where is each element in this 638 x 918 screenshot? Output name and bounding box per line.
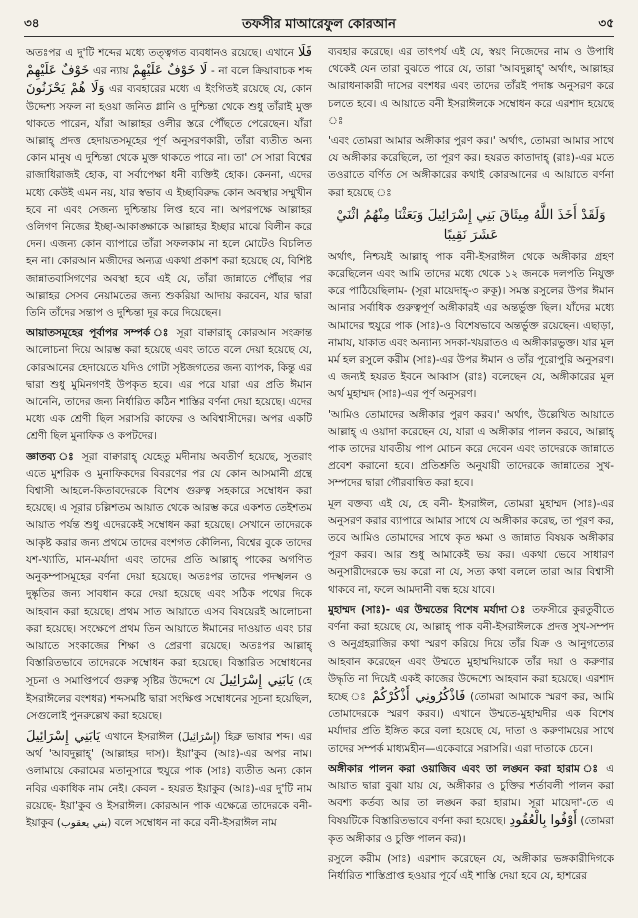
- paragraph: يَابَنِي إِسْرَائِيلَ এখানে ইসরাঈল (إِسْرَائِيلَ) হিব্রু ভাষার শব্দ। এর অর্থ 'আবদুল্লাহ্' (আল্লাহর দাস)। ইয়া'কুব (আঃ)-এর অপর নাম। ওলামায়ে কেরামের মতানুসারে হুযুরে পাক (সাঃ) ব্যতীত অন্য কোন নবির একাধিক নাম নেই। কেবল - হযরত ইয়াকুব (আঃ)-এর দু'টি নাম রয়েছে- ইয়া'কুব ও ইসরাঈল। কোরআন পাক এক্ষেত্রে তাদেরকে বনী-ইয়াকুব (بني يعقوب) বলে সম্বোধন না করে বনী-ইসরাঈল নাম: [26, 728, 312, 829]
- arabic-phrase: وَلَا هُمْ يَحْزَنُونَ: [26, 81, 105, 97]
- section-heading: অঙ্গীকার পালন করা ওয়াজিব এবং তা লঙ্ঘন করা হারাম ঃ: [328, 762, 601, 775]
- arabic-phrase: أَوْفُوا بِالْعُقُودِ: [509, 813, 577, 829]
- page-number-left: ৩৪: [24, 16, 40, 30]
- paragraph: রসুলে করীম (সাঃ) এরশাদ করেছেন যে, অঙ্গীকার ভঙ্গকারীদিগকে নির্ধারিত শাস্তিপ্রাপ্ত হওয়ার পূর্বে এই শাস্তি দেয়া হবে যে, হাশরের: [328, 852, 614, 882]
- arabic-phrase: فَاذْكُرُونِي أَذْكُرْكُمْ: [372, 688, 466, 704]
- page-header: [24, 14, 614, 37]
- arabic-phrase: فَلَا خَوْفٌ عَلَيْهِمْ: [26, 45, 312, 79]
- paragraph: মুহাম্মদ (সাঃ)- এর উম্মতের বিশেষ মর্যাদা ঃ তফসীরে কুরতুবীতে বর্ণনা করা হয়েছে যে, আল্লাহ্ পাক বনী-ইসরাঈলকে প্রদত্ত সুখ-সম্পদ ও অনুগ্রহরাজির কথা স্মরণ করিয়ে দিয়ে তাঁর যিক্র ও আনুগত্যের আহবান করেছেন এবং উম্মতে মুহাম্মদিয়াকে তাঁর দয়া ও করুণার উদ্ধৃতি না দিয়েই একই কাজের উদ্দেশ্যে আহবান করা হয়েছে। এরশাদ হচ্ছে ঃ فَاذْكُرُونِي أَذْكُرْكُمْ (তোমরা আমাকে স্মরণ কর, আমি তোমাদেরকে স্মরণ করব।) এখানে উম্মতে-মুহাম্মদীর এক বিশেষ মর্যাদার প্রতি ইঙ্গিত করে বলা হয়েছে যে, দাতা ও করুণাময়ের সাথে তাদের সম্পর্ক মাধ্যমহীন—একেবারে সরাসরি। এরা দাতাকে চেনে।: [328, 603, 614, 755]
- section-heading: জ্ঞাতব্য ঃ: [26, 450, 77, 463]
- paragraph: মূল বক্তব্য এই যে, হে বনী- ইসরাঈল, তোমরা মুহাম্মদ (সাঃ)-এর অনুসরণ করার ব্যাপারে আমার সাথে যে অঙ্গীকার করেছ, তা পূরণ কর, তবে আমিও তোমাদের সাথে কৃত ক্ষমা ও জান্নাত বিষয়ক অঙ্গীকার পূরণ করব। আর শুধু আমাকেই ভয় কর। একথা ভেবে সাধারণ অনুসারীদেরকে ভয় করো না যে, সত্য কথা বললে তারা আর বিশ্বাসী থাকবে না, ফলে আমদানী বন্ধ হয়ে যাবে।: [328, 497, 614, 596]
- text-columns: [26, 44, 614, 908]
- paragraph: 'এবং তোমরা আমার অঙ্গীকার পুরণ কর।' অর্থাৎ, তোমরা আমার সাথে যে অঙ্গীকার করেছিলে, তা পূরণ কর। হযরত কাতাদাহ্ (রাঃ)-এর মতে তওরাতে বর্ণিত সে অঙ্গীকারের কথাই কোরআনের এ আয়াতে বর্ণনা করা হয়েছে ঃ: [328, 135, 614, 199]
- arabic-phrase: لَا خَوْفٌ عَلَيْهِمْ: [132, 63, 208, 79]
- left-column: [26, 44, 312, 908]
- page-number-right: ৩৫: [598, 16, 614, 30]
- paragraph: অঙ্গীকার পালন করা ওয়াজিব এবং তা লঙ্ঘন করা হারাম ঃ এ আয়াত দ্বারা বুঝা যায় যে, অঙ্গীকার ও চুক্তির শর্তাবলী পালন করা অবশ্য কর্তব্য আর তা লঙ্ঘন করা হারাম। সূরা মায়েদা'-তে এ বিষয়টিকে বিস্তারিতভাবে বর্ণনা করা হয়েছে। أَوْفُوا بِالْعُقُودِ (তোমরা কৃত অঙ্গীকার ও চুক্তি পালন কর)।: [328, 762, 614, 845]
- arabic-phrase: يَابَنِي إِسْرَائِيلَ: [219, 673, 294, 689]
- arabic-phrase: يَابَنِي إِسْرَائِيلَ: [26, 728, 101, 744]
- section-heading: আয়াতসমূহের পূর্বাপর সম্পর্ক ঃ: [26, 327, 171, 340]
- paragraph: 'আমিও তোমাদের অঙ্গীকার পুরণ করব।' অর্থাৎ, উল্লেখিত আয়াতে আল্লাহ্ এ ওয়াদা করেছেন যে, যারা এ অঙ্গীকার পালন করবে, আল্লাহ্ পাক তাদের যাবতীয় পাপ মোচন করে দেবেন এবং তাদেরকে জান্নাতে প্রবেশ করানো হবে। প্রতিশ্রুতি অনুযায়ী তাদেরকে জান্নাতের সুখ-সম্পদের দ্বারা গৌরবান্বিত করা হবে।: [328, 408, 614, 490]
- paragraph: অতঃপর এ দু'টি শব্দের মধ্যে তত্ত্বগত ব্যবধানও রয়েছে। এখানে فَلَا خَوْفٌ عَلَيْهِمْ এর ন্যায় لَا خَوْفٌ عَلَيْهِمْ - না বলে ক্রিয়াবাচক শব্দ وَلَا هُمْ يَحْزَنُونَ এর ব্যবহারের মধ্যে এ ইংগিতই রয়েছে যে, কোন উদ্দেশ্য সফল না হওয়া জনিত গ্লানি ও দুশ্চিন্তা থেকে শুধু তাঁরাই মুক্ত থাকতে পারেন, যাঁরা আল্লাহর ওলীর স্তরে পৌঁছতে পেরেছেন। যাঁরা আল্লাহ্ প্রদত্ত হেদায়তসমূহের পূর্ণ অনুসরণকারী, তাঁরা ব্যতীত অন্য কোন মানুষ এ দুশ্চিন্তা থেকে মুক্ত থাকতে পারে না। তা' সে সারা বিশ্বের রাজাধিরাজই হোক, বা সর্বাপেক্ষা ধনী ব্যক্তিই হোক। কেননা, এদের মধ্যে কেউই এমন নয়, যার স্বভাব এ ইচ্ছাবিরুদ্ধ কোন অবস্থার সম্মুখীন হবে না এবং সেজন্য দুশ্চিন্তায় লিপ্ত হবে না। অপরপক্ষে আল্লাহর ওলিগণ নিজের ইচ্ছা-আকাঙ্ক্ষাকে আল্লাহর ইচ্ছার মাঝে বিলীন করে দেন। এজন্য কোন ব্যাপারে তাঁরা সফলকাম না হলে মোটেও বিচলিত হন না। কোরআন মজীদের অন্যত্র একথা প্রকাশ করা হয়েছে যে, বিশিষ্ট জান্নাতবাসিগণের অবস্থা হবে এই যে, তাঁরা জান্নাতে পৌঁছার পর আল্লাহর সেসব নেয়ামতের জন্য শুকরিয়া আদায় করবেন, যার দ্বারা তিনি তাঁদের সন্তাপ ও দুশ্চিন্তা দূর করে দিয়েছেন।: [26, 45, 312, 320]
- quranic-verse: وَلَقَدْ أَخَذَ اللَّهُ مِيثَاقَ بَنِي إِسْرَائِيلَ وَبَعَثْنَا مِنْهُمُ اثْنَيْ عَشَرَ نَقِيبًا: [336, 206, 606, 243]
- paragraph: অর্থাৎ, নিশ্চয়ই আল্লাহ্ পাক বনী-ইসরাঈল থেকে অঙ্গীকার গ্রহণ করেছিলেন এবং আমি তাদের মধ্যে থেকে ১২ জনকে দলপতি নিযুক্ত করে পাঠিয়েছিলাম- (সূরা মায়েদাহ্-৩ রুকূ)। সমস্ত রসুলের উপর ঈমান আনার সর্বাধিক গুরুত্বপূর্ণ অঙ্গীকারই এর অন্তর্ভুক্ত ছিল। যাঁদের মধ্যে আমাদের হুযুরে পাক (সাঃ)-ও বিশেষভাবে অন্তর্ভুক্ত রয়েছেন। এছাড়া, নামায, যাকাত এবং অন্যান্য সদকা-খয়রাতও এ অঙ্গীকারভুক্ত। যার মূল মর্ম হল রসুলে করীম (সাঃ)-এর উপর ঈমান ও তাঁর পূরোপুরি অনুসরণ। এ জন্যই হযরত ইবনে আব্বাস (রাঃ) বলেছেন যে, অঙ্গীকারের মূল অর্থ মুহাম্মদ (সাঃ)-এর পূর্ণ অনুসরণ।: [328, 250, 614, 401]
- paragraph: জ্ঞাতব্য ঃ সূরা বাক্বারাহ্ যেহেতু মদীনায় অবতীর্ণ হয়েছে, সুতরাং এতে মুশরিক ও মুনাফিকদের বিবরণের পর যে কোন আসমানী গ্রন্থে বিশ্বাসী আহলে-কিতাবদেরকে বিশেষ গুরুত্ব সহকারে সম্বোধন করা হয়েছে। এ সূরার চল্লিশতম আয়াত থেকে আরম্ভ করে একশত তেইশতম আয়াত পর্যন্ত শুধু এদেরকেই সম্বোধন করা হয়েছে। সেখানে তাদেরকে আকৃষ্ট করার জন্য প্রথমে তাদের বংশগত কৌলিন্য, বিশ্বের বুকে তাদের যশ-খ্যাতি, মান-মর্যাদা এবং তাদের প্রতি আল্লাহ্ পাকের অগণিত অনুকম্পাসমূহের বর্ণনা দেয়া হয়েছে। অতঃপর তাদের পদস্খলন ও দুষ্কৃতির জন্য সাবধান করে দেয়া হয়েছে এবং সঠিক পথের দিকে আহবান করা হয়েছে। প্রথম সাত আয়াতে এসব বিষয়েরই আলোচনা করা হয়েছে। সংক্ষেপে প্রথম তিন আয়াতে ঈমানের দাওয়াত এবং চার আয়াতে সংকাজের শিক্ষা ও প্রেরণা রয়েছে। অতঃপর আল্লাহ্ বিস্তারিতভাবে তাদেরকে সম্বোধন করা হয়েছে। বিস্তারিত সম্বোধনের সূচনা ও সমাপ্তিপর্বে গুরুত্ব সৃষ্টির উদ্দেশে যে يَابَنِي إِسْرَائِيلَ (হে ইসরাঈলের বংশধর) শব্দসমষ্টি দ্বারা সংক্ষিপ্ত সম্বোধনের সূচনা হয়েছিল, সেগুলোই পুনরুল্লেখ করা হয়েছে।: [26, 450, 312, 722]
- paragraph: ব্যবহার করেছে। এর তাৎপর্য এই যে, স্বয়ং নিজেদের নাম ও উপাধি থেকেই যেন তারা বুঝতে পারে যে, তারা 'আবদুল্লাহ্' অর্থাৎ, আল্লাহর আরাধনাকারী দাসের বংশধর এবং তাদের তাঁরই পদাঙ্ক অনুসরণ করে চলতে হবে। এ আয়াতে বনী ইসরাঈলকে সম্বোধন করে এরশাদ হয়েছে ঃ: [328, 46, 614, 127]
- paragraph: আয়াতসমূহের পূর্বাপর সম্পর্ক ঃ সূরা বাক্বারাহ্ কোরআন সংক্রান্ত আলোচনা দিয়ে আরম্ভ করা হয়েছে এবং তাতে বলে দেয়া হয়েছে যে, কোরআনের হেদায়েতে যদিও গোটা সৃষ্টজগতের জন্য ব্যাপক, কিন্তু এর দ্বারা শুধু মুমিনগণই উপকৃত হবে। এর পরে যারা এর প্রতি ঈমান আনেনি, তাদের জন্য নির্ধারিত কঠিন শাস্তির বর্ণনা দেয়া হয়েছে। এদের মধ্যে এক শ্রেণী ছিল সরাসরি কাফের ও অবিশ্বাসীদের। অপর একটি শ্রেণী ছিল মুনাফিক ও কপটদের।: [26, 327, 312, 443]
- right-column: [328, 44, 614, 908]
- page-running-title: তফসীর মাআরেফুল কোরআন: [242, 16, 396, 32]
- section-heading: মুহাম্মদ (সাঃ)- এর উম্মতের বিশেষ মর্যাদা ঃ: [328, 603, 528, 616]
